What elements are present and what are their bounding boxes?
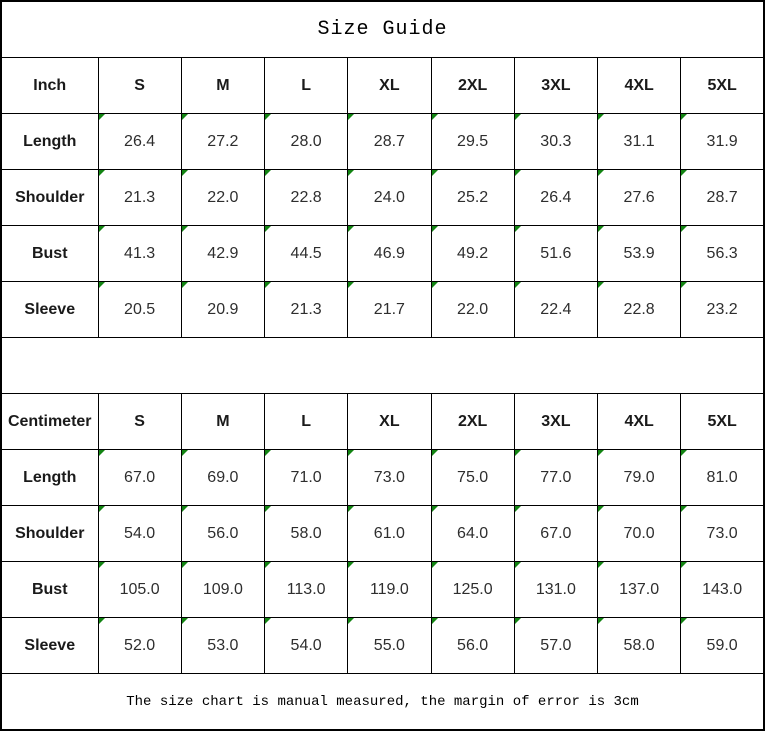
value-cell [181,226,264,282]
value-text: 52.0 [124,636,156,654]
cell-error-indicator-icon [681,282,687,288]
cell-error-indicator-icon [99,282,105,288]
cell-error-indicator-icon [598,226,604,232]
value-cell [598,282,681,338]
size-header-row [1,394,764,450]
size-header-cell: 3XL [514,394,597,450]
value-cell [598,114,681,170]
title-row [1,1,764,58]
value-cell [681,506,764,562]
cell-error-indicator-icon [515,114,521,120]
value-text: 31.1 [623,132,655,150]
cell-error-indicator-icon [681,114,687,120]
cell-error-indicator-icon [432,562,438,568]
cell-error-indicator-icon [681,506,687,512]
cell-error-indicator-icon [598,282,604,288]
value-text: 31.9 [706,132,738,150]
value-text: 51.6 [540,244,572,262]
measure-label-cell: Shoulder [1,506,98,562]
cell-error-indicator-icon [598,618,604,624]
cell-error-indicator-icon [265,226,271,232]
size-header-cell: 2XL [431,394,514,450]
value-text: 29.5 [457,132,489,150]
value-cell [681,618,764,674]
cell-error-indicator-icon [681,170,687,176]
cell-error-indicator-icon [348,618,354,624]
measure-label-cell: Bust [1,562,98,618]
value-text: 22.8 [290,188,322,206]
measurement-row [1,226,764,282]
value-cell [181,450,264,506]
cell-error-indicator-icon [598,506,604,512]
value-text: 22.8 [623,300,655,318]
value-cell [681,282,764,338]
size-header-cell: XL [348,394,431,450]
size-header-cell: M [181,394,264,450]
value-text: 64.0 [457,524,489,542]
value-text: 20.9 [207,300,239,318]
value-text: 109.0 [202,580,243,598]
spacer-row [1,338,764,394]
cell-error-indicator-icon [598,450,604,456]
measure-label-cell: Length [1,114,98,170]
cell-error-indicator-icon [515,450,521,456]
value-cell [265,114,348,170]
measurement-row [1,170,764,226]
value-text: 58.0 [290,524,322,542]
size-header-cell: 4XL [598,394,681,450]
value-cell [265,562,348,618]
measure-label-cell: Shoulder [1,170,98,226]
measurement-row [1,114,764,170]
cell-error-indicator-icon [182,562,188,568]
value-text: 77.0 [540,468,572,486]
value-text: 27.6 [623,188,655,206]
size-header-cell: 3XL [514,58,597,114]
value-cell [98,226,181,282]
value-cell [681,450,764,506]
value-cell [598,506,681,562]
cell-error-indicator-icon [99,618,105,624]
value-text: 53.9 [623,244,655,262]
value-text: 53.0 [207,636,239,654]
cell-error-indicator-icon [265,618,271,624]
value-text: 125.0 [452,580,493,598]
value-cell [598,562,681,618]
value-cell [431,618,514,674]
cell-error-indicator-icon [432,226,438,232]
size-header-cell: 2XL [431,58,514,114]
value-text: 137.0 [619,580,660,598]
measurement-row [1,618,764,674]
value-cell [514,170,597,226]
cell-error-indicator-icon [99,506,105,512]
value-text: 26.4 [124,132,156,150]
value-text: 57.0 [540,636,572,654]
measurement-row [1,562,764,618]
value-cell [598,450,681,506]
value-text: 61.0 [373,524,405,542]
cell-error-indicator-icon [348,450,354,456]
value-cell [265,170,348,226]
cell-error-indicator-icon [348,114,354,120]
cell-error-indicator-icon [348,506,354,512]
value-cell [681,562,764,618]
cell-error-indicator-icon [515,618,521,624]
cell-error-indicator-icon [681,618,687,624]
value-text: 79.0 [623,468,655,486]
cell-error-indicator-icon [265,506,271,512]
value-cell [265,282,348,338]
value-cell [431,450,514,506]
cell-error-indicator-icon [265,114,271,120]
value-cell [598,226,681,282]
value-cell [181,562,264,618]
value-text: 22.0 [457,300,489,318]
value-text: 54.0 [124,524,156,542]
value-cell [348,282,431,338]
cell-error-indicator-icon [182,506,188,512]
cell-error-indicator-icon [99,562,105,568]
value-cell [431,226,514,282]
value-cell [431,506,514,562]
value-text: 71.0 [290,468,322,486]
footer-note: The size chart is manual measured, the margin of error is 3cm [1,674,764,731]
value-text: 49.2 [457,244,489,262]
value-cell [265,618,348,674]
value-text: 25.2 [457,188,489,206]
value-text: 105.0 [119,580,160,598]
size-table-body [1,58,764,674]
cell-error-indicator-icon [515,226,521,232]
measurement-row [1,282,764,338]
value-text: 143.0 [702,580,743,598]
value-cell [431,114,514,170]
cell-error-indicator-icon [432,506,438,512]
cell-error-indicator-icon [99,226,105,232]
value-text: 30.3 [540,132,572,150]
cell-error-indicator-icon [182,226,188,232]
size-header-cell: S [98,58,181,114]
cell-error-indicator-icon [348,170,354,176]
value-cell [598,170,681,226]
value-cell [181,618,264,674]
measure-label-cell: Sleeve [1,282,98,338]
value-text: 27.2 [207,132,239,150]
size-header-cell: XL [348,58,431,114]
size-header-cell: 5XL [681,394,764,450]
cell-error-indicator-icon [182,618,188,624]
cell-error-indicator-icon [598,170,604,176]
value-cell [265,226,348,282]
size-header-cell: 4XL [598,58,681,114]
value-cell [681,114,764,170]
value-text: 26.4 [540,188,572,206]
value-cell [181,506,264,562]
value-text: 73.0 [373,468,405,486]
cell-error-indicator-icon [182,282,188,288]
value-text: 59.0 [706,636,738,654]
value-cell [98,170,181,226]
value-text: 20.5 [124,300,156,318]
cell-error-indicator-icon [99,114,105,120]
value-cell [598,618,681,674]
value-text: 21.3 [290,300,322,318]
value-text: 56.0 [457,636,489,654]
value-text: 42.9 [207,244,239,262]
value-cell [514,450,597,506]
value-cell [431,562,514,618]
value-cell [98,450,181,506]
value-cell [514,114,597,170]
page-title: Size Guide [1,1,764,58]
cell-error-indicator-icon [265,282,271,288]
value-text: 21.7 [373,300,405,318]
value-text: 21.3 [124,188,156,206]
value-cell [98,562,181,618]
value-cell [348,114,431,170]
cell-error-indicator-icon [265,562,271,568]
value-cell [98,114,181,170]
cell-error-indicator-icon [348,282,354,288]
cell-error-indicator-icon [265,170,271,176]
measurement-row [1,450,764,506]
footer-row [1,674,764,731]
value-cell [265,506,348,562]
value-cell [681,226,764,282]
value-cell [348,562,431,618]
value-text: 119.0 [369,580,409,598]
cell-error-indicator-icon [598,114,604,120]
value-cell [348,618,431,674]
cell-error-indicator-icon [432,450,438,456]
size-header-cell: 5XL [681,58,764,114]
value-text: 55.0 [373,636,405,654]
value-text: 58.0 [623,636,655,654]
cell-error-indicator-icon [182,114,188,120]
value-cell [181,170,264,226]
cell-error-indicator-icon [515,282,521,288]
value-cell [431,170,514,226]
value-text: 28.7 [373,132,405,150]
cell-error-indicator-icon [515,562,521,568]
measure-label-cell: Length [1,450,98,506]
measure-label-cell: Sleeve [1,618,98,674]
value-text: 28.0 [290,132,322,150]
value-cell [181,114,264,170]
value-cell [514,562,597,618]
size-header-cell: L [265,58,348,114]
cell-error-indicator-icon [348,562,354,568]
cell-error-indicator-icon [432,170,438,176]
value-text: 70.0 [623,524,655,542]
value-text: 81.0 [706,468,738,486]
cell-error-indicator-icon [99,450,105,456]
size-header-cell: L [265,394,348,450]
value-cell [348,226,431,282]
value-text: 67.0 [124,468,156,486]
value-text: 56.3 [706,244,738,262]
cell-error-indicator-icon [348,226,354,232]
measurement-row [1,506,764,562]
measure-label-cell: Bust [1,226,98,282]
cell-error-indicator-icon [432,114,438,120]
cell-error-indicator-icon [681,450,687,456]
size-header-row [1,58,764,114]
value-text: 22.4 [540,300,572,318]
cell-error-indicator-icon [681,226,687,232]
cell-error-indicator-icon [99,170,105,176]
value-cell [348,170,431,226]
cell-error-indicator-icon [598,562,604,568]
value-cell [98,282,181,338]
value-cell [98,618,181,674]
value-text: 54.0 [290,636,322,654]
value-cell [348,506,431,562]
cell-error-indicator-icon [182,170,188,176]
cell-error-indicator-icon [432,618,438,624]
size-header-cell: S [98,394,181,450]
value-text: 23.2 [706,300,738,318]
value-cell [431,282,514,338]
cell-error-indicator-icon [182,450,188,456]
value-text: 73.0 [706,524,738,542]
cell-error-indicator-icon [432,282,438,288]
value-text: 28.7 [706,188,738,206]
cell-error-indicator-icon [515,506,521,512]
cell-error-indicator-icon [515,170,521,176]
value-text: 75.0 [457,468,489,486]
value-text: 22.0 [207,188,239,206]
cell-error-indicator-icon [681,562,687,568]
value-cell [681,170,764,226]
value-cell [181,282,264,338]
value-text: 44.5 [290,244,322,262]
value-cell [265,450,348,506]
value-cell [514,506,597,562]
value-text: 56.0 [207,524,239,542]
value-cell [514,226,597,282]
value-text: 67.0 [540,524,572,542]
value-cell [514,282,597,338]
size-header-cell: M [181,58,264,114]
value-cell [514,618,597,674]
cell-error-indicator-icon [265,450,271,456]
unit-header-cell: Inch [1,58,98,114]
value-cell [348,450,431,506]
value-text: 69.0 [207,468,239,486]
value-cell [98,506,181,562]
value-text: 41.3 [124,244,156,262]
unit-header-cell: Centimeter [1,394,98,450]
value-text: 24.0 [373,188,405,206]
spacer-cell [1,338,764,394]
value-text: 131.0 [535,580,576,598]
value-text: 46.9 [373,244,405,262]
value-text: 113.0 [286,580,326,598]
